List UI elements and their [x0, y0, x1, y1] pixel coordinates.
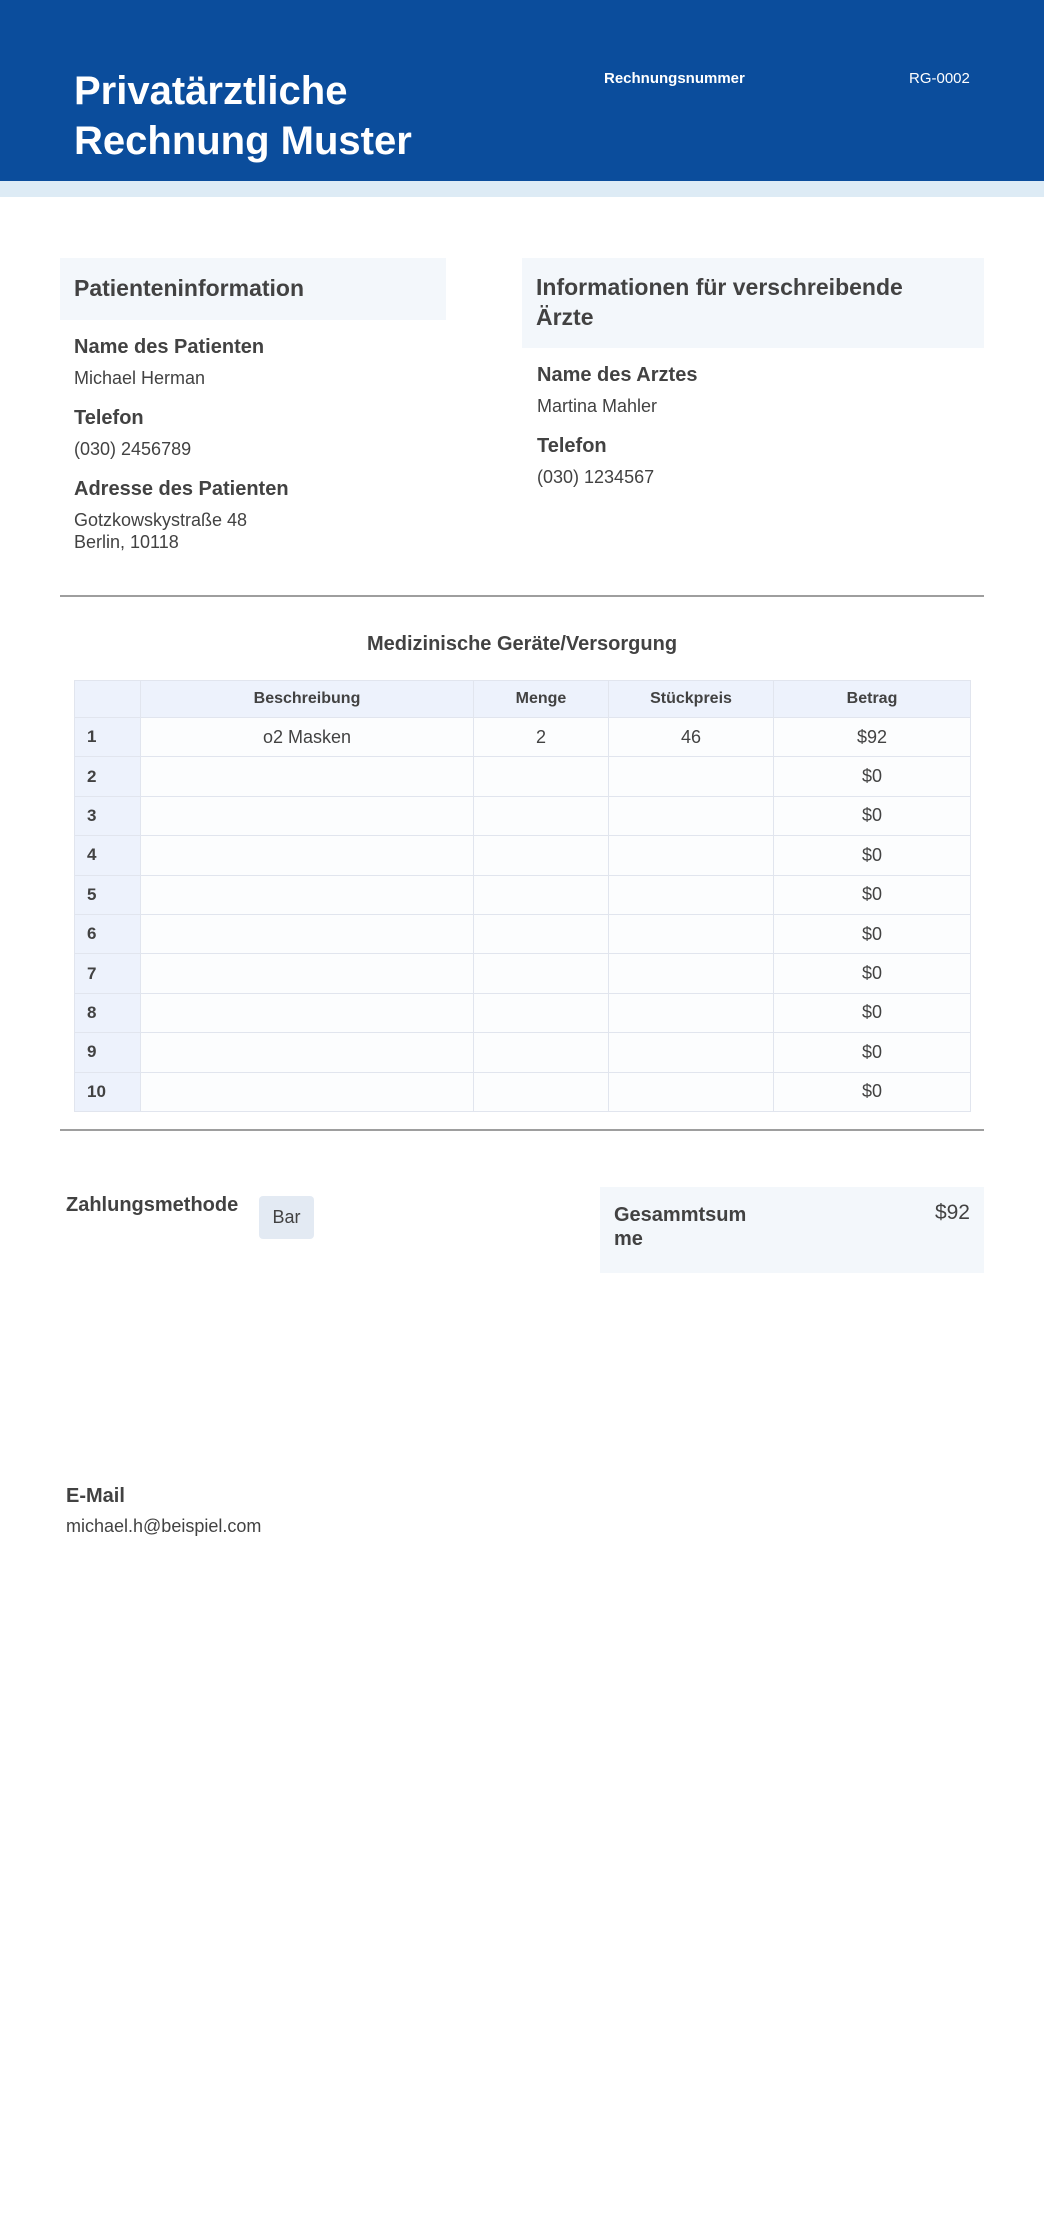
patient-address-label: Adresse des Patienten [74, 478, 289, 500]
table-row [75, 757, 971, 796]
table-row [75, 993, 971, 1032]
column-header-amount: Betrag [774, 681, 971, 718]
header-accent-strip [0, 181, 1044, 197]
unit-price-cell[interactable] [609, 1033, 774, 1072]
doctor-section-header [522, 258, 984, 348]
row-index: 10 [75, 1072, 141, 1111]
quantity-cell[interactable] [474, 875, 609, 914]
doctor-name-label: Name des Arztes [537, 364, 698, 386]
table-row [75, 718, 971, 757]
table-row [75, 836, 971, 875]
quantity-cell[interactable] [474, 836, 609, 875]
unit-price-cell[interactable] [609, 954, 774, 993]
doctor-name-value[interactable]: Martina Mahler [537, 396, 658, 416]
description-cell[interactable] [141, 993, 474, 1032]
quantity-cell[interactable] [474, 757, 609, 796]
row-index: 8 [75, 993, 141, 1032]
quantity-cell[interactable] [474, 1033, 609, 1072]
table-row [75, 954, 971, 993]
table-row [75, 875, 971, 914]
amount-cell: $0 [774, 914, 971, 953]
unit-price-cell[interactable] [609, 796, 774, 835]
description-cell[interactable] [141, 796, 474, 835]
column-header-description: Beschreibung [141, 681, 474, 718]
amount-cell: $92 [774, 718, 971, 757]
quantity-cell[interactable] [474, 954, 609, 993]
table-header-row [75, 681, 971, 718]
unit-price-cell[interactable] [609, 875, 774, 914]
doctor-section-title: Informationen für verschreibende Ärzte [536, 274, 903, 330]
row-index: 7 [75, 954, 141, 993]
doctor-phone-value[interactable]: (030) 1234567 [537, 467, 655, 487]
description-cell[interactable] [141, 757, 474, 796]
items-table-title: Medizinische Geräte/Versorgung [366, 633, 678, 655]
invoice-number-label: Rechnungsnummer [604, 70, 745, 87]
description-cell[interactable] [141, 914, 474, 953]
patient-phone-value[interactable]: (030) 2456789 [74, 439, 192, 459]
table-row [75, 1072, 971, 1111]
column-header-index [75, 681, 141, 718]
quantity-cell[interactable] [474, 796, 609, 835]
unit-price-cell[interactable] [609, 993, 774, 1032]
invoice-header [0, 0, 1044, 181]
amount-cell: $0 [774, 796, 971, 835]
items-table [74, 680, 971, 1112]
section-divider-top [60, 595, 984, 597]
quantity-cell[interactable]: 2 [474, 718, 609, 757]
amount-cell: $0 [774, 1033, 971, 1072]
amount-cell: $0 [774, 993, 971, 1032]
payment-method-label: Zahlungsmethode [66, 1194, 239, 1216]
total-value: $92 [934, 1201, 970, 1224]
section-divider-bottom [60, 1129, 984, 1131]
patient-phone-label: Telefon [74, 407, 144, 429]
patient-name-value[interactable]: Michael Herman [74, 368, 206, 388]
description-cell[interactable] [141, 1072, 474, 1111]
patient-address-line1[interactable]: Gotzkowskystraße 48 [74, 510, 248, 530]
email-value[interactable]: michael.h@beispiel.com [66, 1516, 262, 1536]
email-label: E-Mail [66, 1485, 125, 1507]
description-cell[interactable] [141, 1033, 474, 1072]
quantity-cell[interactable] [474, 993, 609, 1032]
amount-cell: $0 [774, 836, 971, 875]
patient-address-line2[interactable]: Berlin, 10118 [74, 532, 179, 552]
table-row [75, 914, 971, 953]
description-cell[interactable] [141, 836, 474, 875]
amount-cell: $0 [774, 757, 971, 796]
quantity-cell[interactable] [474, 914, 609, 953]
patient-section-header [60, 258, 446, 320]
column-header-unit-price: Stückpreis [609, 681, 774, 718]
row-index: 9 [75, 1033, 141, 1072]
payment-method-select[interactable]: Bar [259, 1196, 314, 1239]
description-cell[interactable]: o2 Masken [141, 718, 474, 757]
unit-price-cell[interactable] [609, 836, 774, 875]
amount-cell: $0 [774, 1072, 971, 1111]
amount-cell: $0 [774, 875, 971, 914]
total-box [600, 1187, 984, 1273]
row-index: 6 [75, 914, 141, 953]
row-index: 2 [75, 757, 141, 796]
row-index: 4 [75, 836, 141, 875]
row-index: 5 [75, 875, 141, 914]
row-index: 3 [75, 796, 141, 835]
unit-price-cell[interactable] [609, 1072, 774, 1111]
description-cell[interactable] [141, 954, 474, 993]
doctor-phone-label: Telefon [537, 435, 607, 457]
unit-price-cell[interactable] [609, 757, 774, 796]
amount-cell: $0 [774, 954, 971, 993]
column-header-quantity: Menge [474, 681, 609, 718]
page-title: Privatärztliche Rechnung Muster [74, 69, 412, 163]
patient-name-label: Name des Patienten [74, 336, 265, 358]
unit-price-cell[interactable]: 46 [609, 718, 774, 757]
patient-section-title: Patienteninformation [74, 275, 305, 301]
quantity-cell[interactable] [474, 1072, 609, 1111]
total-label: Gesammtsumme [614, 1204, 747, 1250]
table-row [75, 796, 971, 835]
invoice-number-value: RG-0002 [909, 70, 970, 87]
row-index: 1 [75, 718, 141, 757]
description-cell[interactable] [141, 875, 474, 914]
table-row [75, 1033, 971, 1072]
unit-price-cell[interactable] [609, 914, 774, 953]
